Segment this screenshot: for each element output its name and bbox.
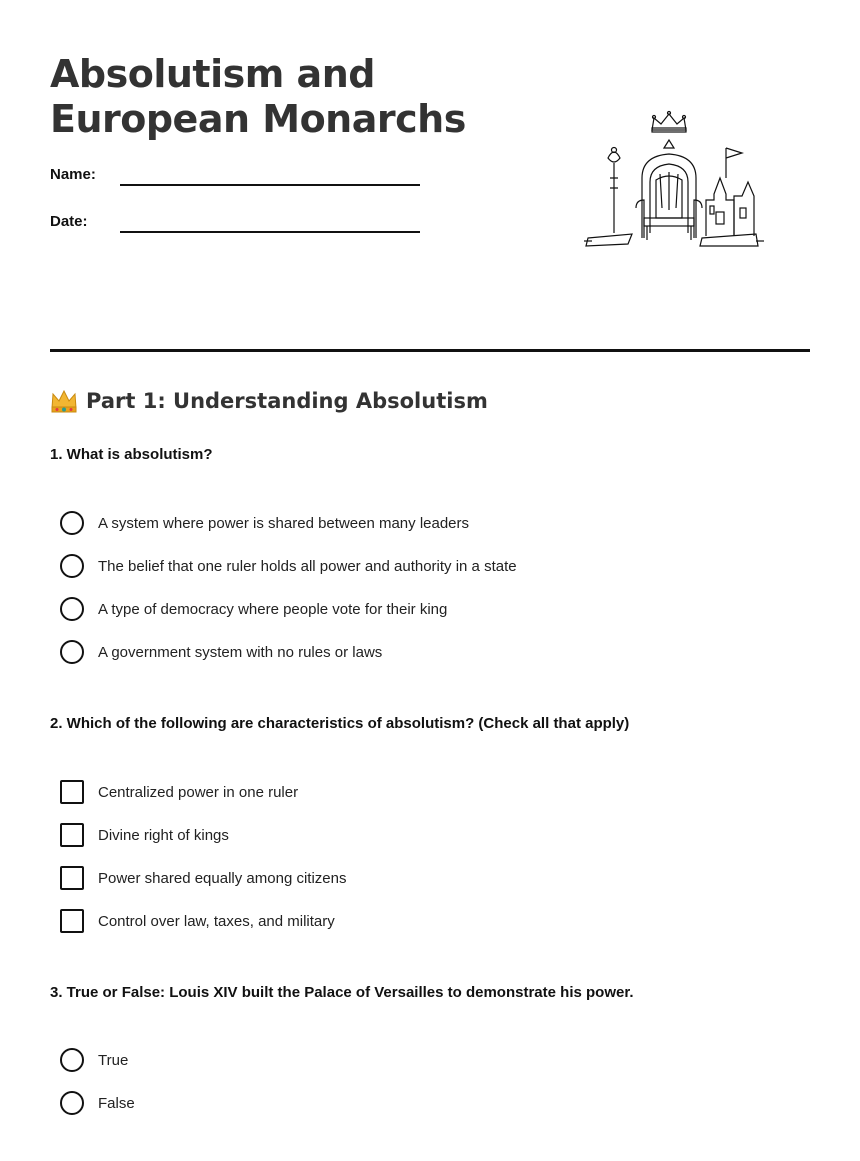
option-label: True [98, 1051, 129, 1069]
option-label: Centralized power in one ruler [98, 783, 299, 801]
option-label: Power shared equally among citizens [98, 869, 347, 887]
radio-button[interactable] [60, 1048, 84, 1072]
checkbox[interactable] [60, 780, 84, 804]
option-label: Control over law, taxes, and military [98, 912, 335, 930]
option-label: The belief that one ruler holds all power and authority in a state [98, 557, 517, 575]
section-1-label: Part 1: Understanding Absolutism [86, 389, 488, 413]
name-label: Name: [50, 166, 96, 183]
section-divider [50, 349, 810, 352]
option-label: Divine right of kings [98, 826, 229, 844]
radio-button[interactable] [60, 511, 84, 535]
radio-button[interactable] [60, 597, 84, 621]
checkbox[interactable] [60, 909, 84, 933]
throne-icon [636, 140, 702, 240]
castle-icon [706, 148, 754, 236]
radio-button[interactable] [60, 640, 84, 664]
section-1-title [50, 388, 488, 414]
name-input-line[interactable] [120, 184, 420, 186]
q1-option-2[interactable] [60, 554, 517, 578]
title-line-1: Absolutism and [50, 52, 375, 96]
radio-button[interactable] [60, 1091, 84, 1115]
title-line-2: European Monarchs [50, 97, 466, 141]
throne-castle-illustration [584, 108, 764, 248]
q1-option-3[interactable] [60, 597, 447, 621]
question-1: 1. What is absolutism? [50, 446, 213, 463]
worksheet-title [50, 52, 530, 142]
checkbox[interactable] [60, 823, 84, 847]
checkbox[interactable] [60, 866, 84, 890]
radio-button[interactable] [60, 554, 84, 578]
option-label: A system where power is shared between many leaders [98, 514, 470, 532]
q1-option-1[interactable] [60, 511, 469, 535]
date-field [50, 213, 88, 230]
question-3: 3. True or False: Louis XIV built the Palace of Versailles to demonstrate his power. [50, 984, 634, 1001]
q2-option-4[interactable] [60, 909, 335, 933]
q2-option-2[interactable] [60, 823, 229, 847]
option-label: A type of democracy where people vote for their king [98, 600, 448, 618]
name-field [50, 166, 96, 183]
date-label: Date: [50, 213, 88, 230]
q2-option-3[interactable] [60, 866, 346, 890]
date-input-line[interactable] [120, 231, 420, 233]
option-label: False [98, 1094, 135, 1112]
q3-option-true[interactable] [60, 1048, 128, 1072]
q2-option-1[interactable] [60, 780, 298, 804]
question-2: 2. Which of the following are characteristics of absolutism? (Check all that apply) [50, 715, 630, 732]
q1-option-4[interactable] [60, 640, 382, 664]
crown-icon [652, 112, 686, 133]
option-label: A government system with no rules or laws [98, 643, 383, 661]
scepter-icon [608, 148, 620, 234]
q3-option-false[interactable] [60, 1091, 135, 1115]
crown-emoji-icon [50, 388, 78, 414]
